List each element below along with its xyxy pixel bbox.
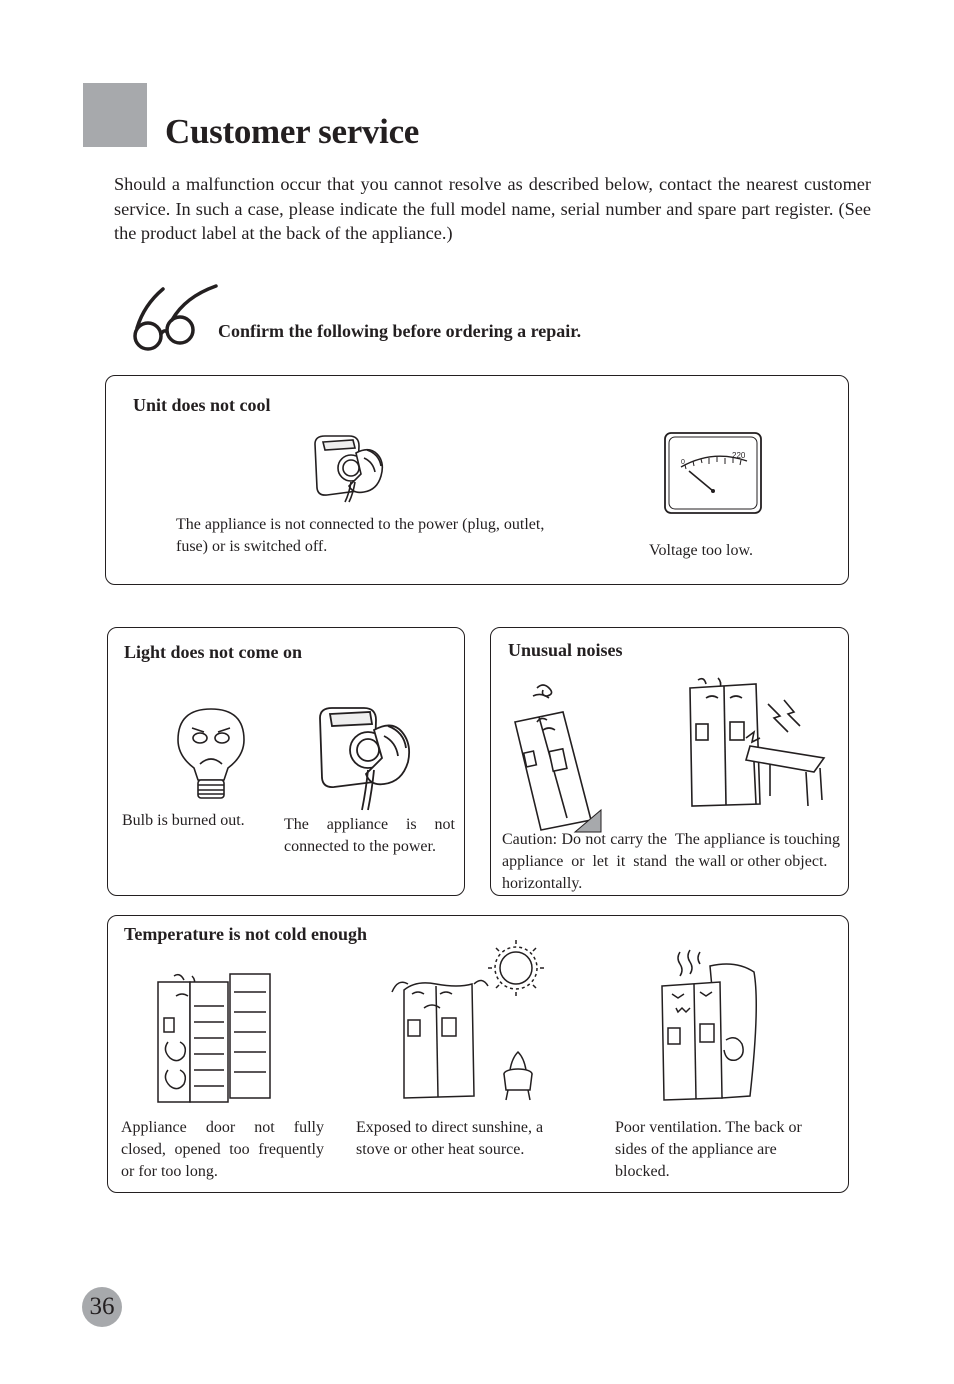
fridge-touching-table-icon [684, 676, 826, 808]
caption-no-power: The appliance is not connected to the power (plug, outlet, fuse) or is switched off. [176, 516, 545, 555]
caption-door: Appliance door not fully closed, opened too frequently or for too long. [121, 1119, 324, 1180]
svg-text:0: 0 [681, 459, 685, 466]
section-temperature-not-cold-enough [107, 915, 849, 1193]
gauge-label: 220 [732, 451, 746, 460]
caption-voltage: Voltage too low. [649, 542, 753, 559]
caption-touching: The appliance is touching the wall or other object. [675, 831, 840, 870]
caption-bulb: Bulb is burned out. [122, 812, 245, 829]
page-number: 36 [82, 1287, 122, 1327]
caption-sun: Exposed to direct sunshine, a stove or other heat source. [356, 1119, 544, 1158]
section-title: Temperature is not cold enough [124, 924, 368, 944]
glasses-icon [130, 283, 222, 355]
section-unusual-noises [490, 627, 849, 896]
page-title: Customer service [165, 112, 420, 151]
tilted-fridge-icon [507, 682, 607, 832]
fridge-poor-ventilation-icon [650, 946, 762, 1102]
header-gray-square [83, 83, 147, 147]
section-light-does-not-come-on [107, 627, 465, 896]
caption-caution: Caution: Do not carry the appliance or let it stand horizontally. [502, 831, 667, 892]
plug-hand-icon [312, 694, 424, 816]
section-unit-does-not-cool [105, 375, 849, 585]
section-title: Unusual noises [508, 640, 623, 660]
caption-ventilation: Poor ventilation. The back or sides of the appliance are blocked. [615, 1119, 802, 1180]
intro-paragraph: Should a malfunction occur that you cannot resolve as described below, contact the nearest customer service. In such a case, please indicate the full model name, serial number and spare part register. (See the product label at the back of the appliance.) [114, 174, 871, 243]
open-door-fridge-icon [154, 972, 274, 1106]
plug-hand-icon [309, 428, 399, 508]
burned-bulb-icon [174, 706, 248, 806]
caption-no-power: The appliance is not connected to the power. [284, 816, 455, 855]
voltage-gauge-icon [663, 431, 763, 515]
fridge-sun-stove-icon [378, 940, 548, 1102]
confirm-heading: Confirm the following before ordering a repair. [218, 321, 582, 341]
section-title: Unit does not cool [133, 395, 271, 415]
section-title: Light does not come on [124, 642, 303, 662]
